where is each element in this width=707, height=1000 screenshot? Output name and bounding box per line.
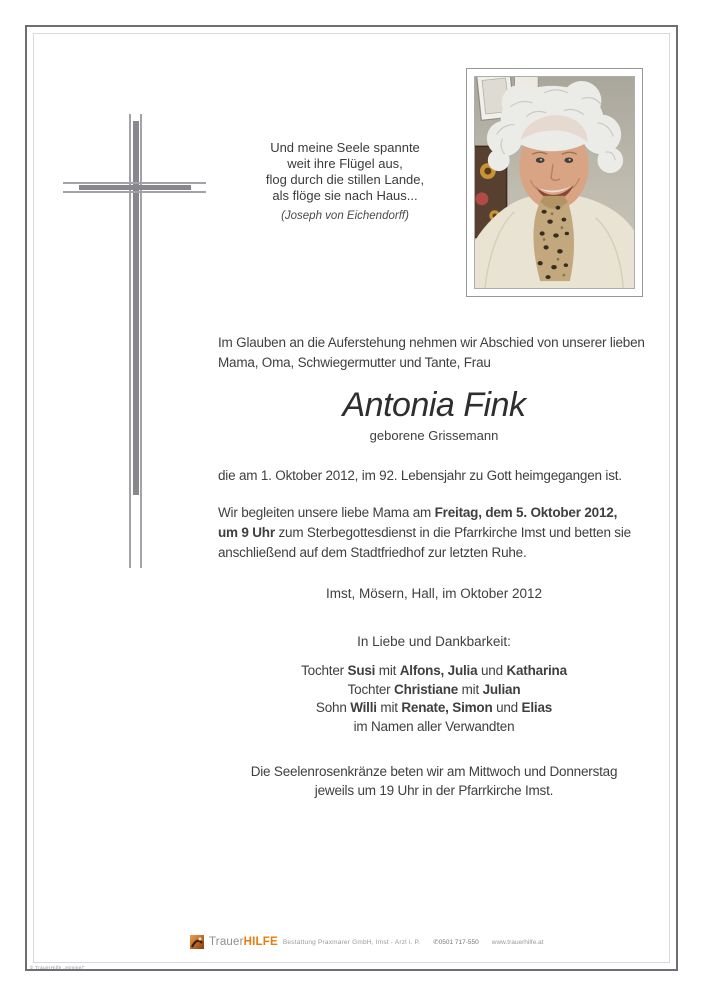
funeral-line: Wir begleiten unsere liebe Mama am Freitag, dem 5. Oktober 2012, (218, 505, 618, 520)
funeral-line: anschließend auf dem Stadtfriedhof zur letzten Ruhe. (218, 545, 527, 560)
family-line: Tochter Christiane mit Julian (347, 681, 521, 697)
poem-line: flog durch die stillen Lande, (265, 172, 425, 187)
funeral-home-footer (190, 935, 543, 949)
phone-number: 0501 717-550 (438, 939, 479, 946)
brand-suffix: HILFE (243, 936, 278, 948)
gratitude-line: In Liebe und Dankbarkeit: (357, 634, 511, 649)
family-line: im Namen aller Verwandten (353, 718, 515, 734)
rosary-line: jeweils um 19 Uhr in der Pfarrkirche Imst. (314, 783, 554, 798)
poem-line: weit ihre Flügel aus, (287, 156, 403, 171)
poem-attribution: (Joseph von Eichendorff) (281, 210, 409, 222)
print-credit: © TrauerHilfe „Himmel“ (30, 965, 85, 970)
poem-block (215, 140, 475, 224)
funeral-home-brand (209, 936, 278, 948)
phone-icon: ✆ (433, 939, 439, 946)
family-line: Sohn Willi mit Renate, Simon und Elias (315, 700, 553, 715)
family-line: Tochter Susi mit Alfons, Julia und Katharina (301, 663, 567, 678)
rosary-notice (218, 762, 650, 800)
family-block (218, 662, 650, 736)
maiden-name: geborene Grissemann (369, 428, 499, 443)
cross-horizontal-bar (79, 185, 191, 190)
intro-line: Mama, Oma, Schwiegermutter und Tante, Frau (218, 355, 491, 370)
funeral-home-phone (433, 938, 479, 946)
death-line: die am 1. Oktober 2012, im 92. Lebensjahr zu Gott heimgegangen ist. (218, 468, 622, 483)
brand-prefix: Trauer (209, 936, 244, 948)
intro-paragraph (218, 333, 650, 373)
place-date-line: Imst, Mösern, Hall, im Oktober 2012 (325, 586, 543, 601)
poem-line: als flöge sie nach Haus... (272, 188, 418, 203)
cross-vertical-bar (133, 121, 139, 495)
rosary-line: Die Seelenrosenkränze beten wir am Mittwoch und Donnerstag (250, 764, 618, 779)
deceased-name: Antonia Fink (342, 386, 526, 424)
cross-horizontal-outline-top (63, 182, 206, 184)
trauerhilfe-logo-icon (190, 935, 204, 949)
intro-line: Im Glauben an die Auferstehung nehmen wir Abschied von unserer lieben (218, 335, 645, 350)
funeral-home-website: www.trauerhilfe.at (491, 938, 544, 946)
cross-horizontal-outline-bottom (63, 191, 206, 193)
funeral-line: um 9 Uhr zum Sterbegottesdienst in die Pfarrkirche Imst und betten sie (218, 525, 631, 540)
poem-line: Und meine Seele spannte (270, 140, 420, 155)
portrait-photo-frame (466, 68, 643, 297)
portrait-photo-illustration (475, 77, 634, 288)
funeral-paragraph (218, 503, 650, 563)
funeral-home-company: Bestattung Praxmarer GmbH, Imst - Arzl i. P. (282, 938, 421, 946)
portrait-photo (474, 76, 635, 289)
